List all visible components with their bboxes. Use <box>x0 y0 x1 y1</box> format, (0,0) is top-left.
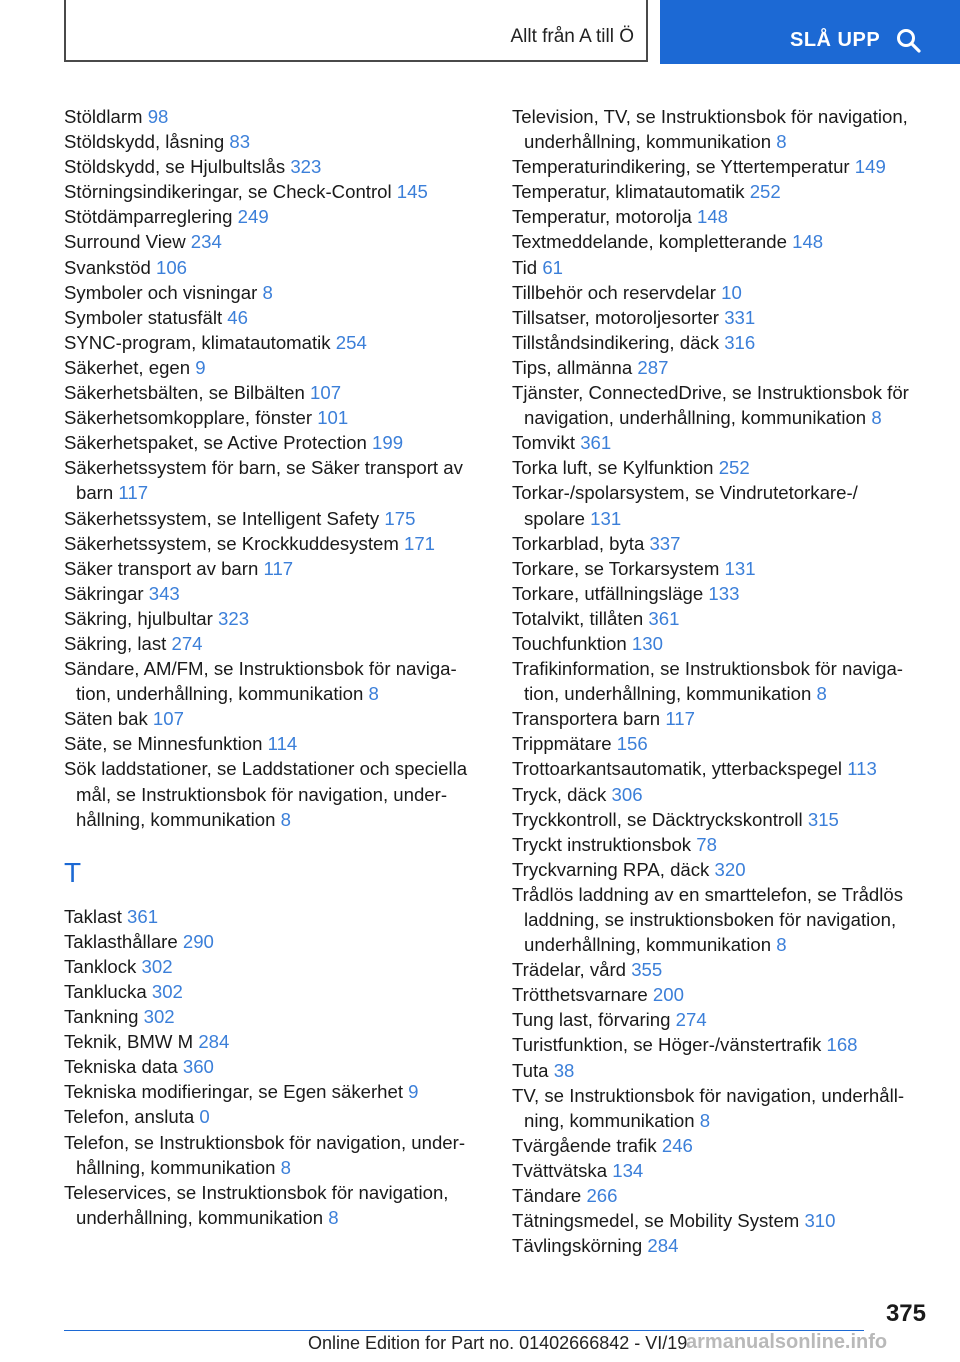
page-reference-link[interactable]: 246 <box>661 1134 693 1156</box>
index-entry-text: mål, se Instruktionsbok för navigation, under- <box>76 783 448 805</box>
index-entry <box>64 904 484 929</box>
index-entry-text: TV, se Instruktionsbok för navigation, underhåll- <box>512 1084 905 1106</box>
index-entry-text: Tillsatser, motoroljesorter <box>512 306 720 328</box>
index-entry <box>512 706 932 731</box>
index-entry <box>64 405 484 430</box>
page-reference-link[interactable]: 38 <box>553 1059 575 1081</box>
page-reference-link[interactable]: 148 <box>792 231 824 253</box>
index-entry <box>64 1104 484 1129</box>
index-entry-text: Säker transport av barn <box>64 557 259 579</box>
index-entry-text: underhållning, kommunikation <box>524 934 772 956</box>
index-entry-text: Tanklucka <box>64 981 147 1002</box>
index-entry <box>64 954 484 979</box>
page-reference-link[interactable]: 117 <box>665 708 695 730</box>
index-entry-text: laddning, se instruktionsboken för navigation, <box>524 909 897 930</box>
index-entry-text: Tid <box>512 256 538 278</box>
index-entry <box>64 455 484 505</box>
index-list-t <box>64 904 484 1230</box>
page-reference-link[interactable]: 290 <box>182 930 214 952</box>
index-entry-text: Säkerhetspaket, se Active Protection <box>64 432 367 454</box>
index-entry <box>512 480 932 530</box>
page-reference-link[interactable]: 131 <box>590 507 622 529</box>
page-reference-link[interactable]: 8 <box>776 934 787 956</box>
index-entry-text: Sändare, AM/FM, se Instruktionsbok för naviga- <box>64 658 457 680</box>
page-reference-link[interactable]: 302 <box>143 1006 175 1028</box>
watermark: armanualsonline.info <box>686 1331 888 1353</box>
index-entry <box>64 756 484 831</box>
index-entry-text: barn <box>76 482 114 504</box>
page-reference-link[interactable]: 355 <box>631 959 663 981</box>
index-entry-text: Trafikinformation, se Instruktionsbok för naviga- <box>512 658 903 680</box>
index-entry <box>512 832 932 857</box>
index-entry-text: Säkerhetsomkopplare, fönster <box>64 407 313 429</box>
page-reference-link[interactable]: 107 <box>152 708 184 730</box>
index-entry-text: Tjänster, ConnectedDrive, se Instruktionsbok för <box>512 382 909 404</box>
page-reference-link[interactable]: 284 <box>647 1235 679 1257</box>
index-entry-text: Säkerhetssystem, se Intelligent Safety <box>64 507 380 529</box>
index-entry <box>64 204 484 229</box>
page-reference-link[interactable]: 9 <box>408 1081 419 1103</box>
page-reference-link[interactable]: 148 <box>697 206 729 228</box>
index-entry <box>64 104 484 129</box>
index-entry-text: Trådlös laddning av en smarttelefon, se Trådlös <box>512 883 904 905</box>
page-reference-link[interactable]: 106 <box>156 256 188 278</box>
index-entry <box>64 430 484 455</box>
page-reference-link[interactable]: 145 <box>396 181 428 203</box>
page-reference-link[interactable]: 234 <box>190 231 222 253</box>
index-entry <box>512 255 932 280</box>
page-reference-link[interactable]: 200 <box>652 984 684 1006</box>
index-entry-text: underhållning, kommunikation <box>524 131 772 153</box>
page-reference-link[interactable]: 8 <box>368 683 379 705</box>
index-entry-text: tion, underhållning, kommunikation <box>76 683 364 705</box>
index-entry-text: Teleservices, se Instruktionsbok för navigation, <box>64 1181 449 1203</box>
index-entry-text: tion, underhållning, kommunikation <box>524 683 812 705</box>
index-entry <box>512 581 932 606</box>
index-entry <box>64 255 484 280</box>
page-reference-link[interactable]: 249 <box>237 206 269 228</box>
index-entry-text: navigation, underhållning, kommunikation <box>524 407 867 429</box>
index-entry-text: Tryckvarning RPA, däck <box>512 858 710 880</box>
index-entry-text: Tryckkontroll, se Däcktryckskontroll <box>512 808 803 830</box>
index-entry-text: Tävlingskörning <box>512 1235 643 1257</box>
index-entry <box>64 929 484 954</box>
index-entry-text: Tätningsmedel, se Mobility System <box>512 1210 800 1232</box>
page-reference-link[interactable]: 343 <box>148 582 180 604</box>
index-entry <box>64 1130 484 1180</box>
index-entry <box>64 706 484 731</box>
page-reference-link[interactable]: 8 <box>280 808 291 830</box>
index-entry <box>512 756 932 781</box>
index-entry-text: Tändare <box>512 1185 582 1207</box>
index-entry <box>512 882 932 957</box>
index-entry <box>512 1032 932 1057</box>
index-entry <box>512 355 932 380</box>
index-entry <box>64 506 484 531</box>
index-entry-text: Tryckt instruktionsbok <box>512 833 692 855</box>
index-entry-text: Säte, se Minnesfunktion <box>64 733 263 755</box>
index-entry-text: Temperatur, motorolja <box>512 206 692 228</box>
index-entry-text: Säkringar <box>64 582 144 604</box>
index-entry-text: Tung last, förvaring <box>512 1009 671 1031</box>
index-entry-text: Stötdämparreglering <box>64 206 233 228</box>
index-entry <box>64 280 484 305</box>
page-reference-link[interactable]: 114 <box>267 733 298 755</box>
index-entry-text: Taklast <box>64 905 122 927</box>
index-entry-text: ning, kommunikation <box>524 1109 695 1131</box>
index-entry-text: Tips, allmänna <box>512 356 633 378</box>
index-entry <box>64 1079 484 1104</box>
index-entry-text: Tillståndsindikering, däck <box>512 331 720 353</box>
page-reference-link[interactable]: 8 <box>871 407 882 429</box>
index-entry-text: Television, TV, se Instruktionsbok för navigation, <box>512 106 908 127</box>
index-entry-text: Tekniska modifieringar, se Egen säkerhet <box>64 1081 403 1103</box>
index-entry <box>64 154 484 179</box>
index-entry-text: Sök laddstationer, se Laddstationer och speciella <box>64 758 468 780</box>
index-entry <box>512 1083 932 1133</box>
page-reference-link[interactable]: 117 <box>263 557 294 579</box>
index-entry-text: Teknik, BMW M <box>64 1031 194 1053</box>
index-entry <box>64 1054 484 1079</box>
index-entry-text: Surround View <box>64 231 186 253</box>
page-reference-link[interactable]: 117 <box>118 482 149 504</box>
index-entry <box>512 280 932 305</box>
page-reference-link[interactable]: 254 <box>335 331 367 353</box>
index-entry <box>512 1158 932 1183</box>
footer-edition-text: Online Edition for Part no. 01402666842 - VI/19 <box>308 1333 688 1353</box>
index-entry <box>512 1208 932 1233</box>
page-reference-link[interactable]: 315 <box>807 808 839 830</box>
index-entry-text: Symboler statusfält <box>64 306 223 328</box>
page-reference-link[interactable]: 61 <box>542 256 563 278</box>
page-reference-link[interactable]: 101 <box>317 407 349 429</box>
index-entry <box>64 380 484 405</box>
index-entry <box>512 982 932 1007</box>
index-list-s <box>64 104 484 832</box>
page-reference-link[interactable]: 107 <box>310 382 342 404</box>
page-reference-link[interactable]: 130 <box>631 632 663 654</box>
index-list-t-continued <box>512 104 932 1258</box>
page-reference-link[interactable]: 133 <box>708 582 740 604</box>
index-entry-text: hållning, kommunikation <box>76 1156 276 1178</box>
page-reference-link[interactable]: 199 <box>372 432 404 454</box>
page-reference-link[interactable]: 331 <box>724 306 756 328</box>
index-entry <box>512 179 932 204</box>
index-entry <box>512 556 932 581</box>
index-entry <box>64 1180 484 1230</box>
index-entry <box>512 330 932 355</box>
index-entry <box>512 1058 932 1083</box>
section-tab-title[interactable]: Allt från A till Ö <box>510 26 634 47</box>
index-entry-text: Stöldskydd, låsning <box>64 131 225 153</box>
index-entry-text: Säkerhetsbälten, se Bilbälten <box>64 382 305 404</box>
page-reference-link[interactable]: 316 <box>724 331 756 353</box>
page-reference-link[interactable]: 323 <box>218 607 250 629</box>
index-entry-text: Stöldskydd, se Hjulbultslås <box>64 156 286 178</box>
index-entry <box>512 656 932 706</box>
page-reference-link[interactable]: 337 <box>649 532 681 554</box>
search-button[interactable] <box>660 0 960 64</box>
index-column-right <box>512 104 932 1258</box>
page-reference-link[interactable]: 360 <box>182 1056 214 1078</box>
index-entry-text: Symboler och visningar <box>64 281 258 303</box>
page-reference-link[interactable]: 361 <box>580 432 612 454</box>
index-entry <box>64 631 484 656</box>
index-entry-text: Totalvikt, tillåten <box>512 607 644 629</box>
index-entry-text: Tanklock <box>64 955 137 977</box>
index-entry-text: hållning, kommunikation <box>76 808 276 830</box>
index-entry <box>64 979 484 1004</box>
index-entry-text: Säten bak <box>64 708 148 730</box>
index-entry <box>64 355 484 380</box>
page-number: 375 <box>885 1300 926 1327</box>
index-entry <box>64 229 484 254</box>
page-reference-link[interactable]: 274 <box>675 1009 707 1031</box>
index-entry-text: Textmeddelande, kompletterande <box>512 231 787 253</box>
index-entry <box>64 731 484 756</box>
index-entry-text: Säkerhetssystem för barn, se Säker transport av <box>64 457 463 479</box>
index-entry <box>512 1133 932 1158</box>
index-entry <box>512 807 932 832</box>
index-entry-text: Temperaturindikering, se Yttertemperatur <box>512 156 850 178</box>
index-entry <box>512 731 932 756</box>
index-entry <box>64 656 484 706</box>
section-tab[interactable] <box>64 0 648 62</box>
page-reference-link[interactable]: 302 <box>141 955 173 977</box>
page-reference-link[interactable]: 83 <box>229 131 251 153</box>
index-entry <box>64 581 484 606</box>
index-entry <box>64 129 484 154</box>
index-entry <box>64 179 484 204</box>
page-reference-link[interactable]: 266 <box>586 1185 618 1207</box>
page-reference-link[interactable]: 306 <box>611 783 643 805</box>
index-entry <box>512 782 932 807</box>
index-entry-text: Torkare, se Torkarsystem <box>512 557 720 579</box>
index-entry <box>512 631 932 656</box>
index-entry-text: Torka luft, se Kylfunktion <box>512 457 714 479</box>
page-reference-link[interactable]: 361 <box>127 905 159 927</box>
index-entry <box>64 531 484 556</box>
page-reference-link[interactable]: 168 <box>826 1034 858 1056</box>
page-reference-link[interactable]: 310 <box>804 1210 836 1232</box>
index-entry <box>512 380 932 430</box>
search-icon[interactable] <box>896 28 922 54</box>
index-entry <box>512 104 932 154</box>
index-entry-text: underhållning, kommunikation <box>76 1206 324 1228</box>
page-reference-link[interactable]: 98 <box>147 106 169 127</box>
index-entry <box>512 305 932 330</box>
index-entry-text: Torkare, utfällningsläge <box>512 582 704 604</box>
index-entry <box>512 204 932 229</box>
page-reference-link[interactable]: 46 <box>227 306 248 328</box>
index-entry-text: Störningsindikeringar, se Check-Control <box>64 181 392 203</box>
search-label[interactable]: SLÅ UPP <box>790 29 881 51</box>
index-entry <box>512 1007 932 1032</box>
index-entry <box>512 531 932 556</box>
index-entry-text: Torkar-/spolarsystem, se Vindrutetorkare-/ <box>512 482 858 504</box>
page-reference-link[interactable]: 10 <box>721 281 742 303</box>
index-entry-text: Trottoarkantsautomatik, ytterbackspegel <box>512 758 843 780</box>
page-reference-link[interactable]: 8 <box>776 131 787 153</box>
page-reference-link[interactable]: 149 <box>854 156 886 178</box>
page-reference-link[interactable]: 323 <box>290 156 322 178</box>
index-entry <box>512 606 932 631</box>
index-entry-text: Tvättvätska <box>512 1159 608 1181</box>
index-entry-text: Taklasthållare <box>64 930 178 952</box>
section-letter-heading: T <box>64 856 82 888</box>
index-entry-text: Tomvikt <box>512 432 576 454</box>
index-entry-text: Torkarblad, byta <box>512 532 645 554</box>
page-reference-link[interactable]: 252 <box>718 457 750 479</box>
index-entry-text: Tekniska data <box>64 1056 178 1078</box>
page-reference-link[interactable]: 252 <box>749 181 781 203</box>
page-reference-link[interactable]: 171 <box>404 532 436 554</box>
index-entry-text: Telefon, se Instruktionsbok för navigation, under- <box>64 1131 466 1153</box>
index-entry-text: Transportera barn <box>512 708 661 730</box>
index-entry <box>512 154 932 179</box>
index-entry <box>512 1233 932 1258</box>
page-reference-link[interactable]: 134 <box>612 1159 644 1181</box>
page-reference-link[interactable]: 156 <box>616 733 648 755</box>
index-entry <box>64 305 484 330</box>
index-entry-text: Stöldlarm <box>64 106 143 127</box>
index-entry <box>512 857 932 882</box>
index-entry <box>512 430 932 455</box>
index-entry-text: Telefon, ansluta <box>64 1106 195 1128</box>
page-reference-link[interactable]: 8 <box>699 1109 711 1131</box>
index-entry-text: Säkring, last <box>64 632 167 654</box>
page-reference-link[interactable]: 78 <box>696 833 717 855</box>
index-entry-text: Tryck, däck <box>512 783 607 805</box>
page-reference-link[interactable]: 113 <box>847 758 877 780</box>
top-bar <box>0 0 960 66</box>
index-entry-text: Trippmätare <box>512 733 612 755</box>
page-reference-link[interactable]: 284 <box>198 1031 230 1053</box>
page-reference-link[interactable]: 0 <box>199 1106 210 1128</box>
index-entry-text: SYNC-program, klimatautomatik <box>64 331 331 353</box>
index-entry-text: Svankstöd <box>64 256 151 278</box>
index-entry <box>512 1183 932 1208</box>
index-entry-text: Säkring, hjulbultar <box>64 607 213 629</box>
index-entry <box>512 455 932 480</box>
index-entry <box>512 229 932 254</box>
index-entry-text: Tankning <box>64 1006 139 1028</box>
index-entry-text: Turistfunktion, se Höger-/vänstertrafik <box>512 1034 822 1056</box>
index-entry-text: Säkerhet, egen <box>64 356 191 378</box>
index-entry <box>64 330 484 355</box>
page-reference-link[interactable]: 9 <box>195 356 206 378</box>
index-entry-text: Tvärgående trafik <box>512 1134 657 1156</box>
index-entry-text: Säkerhetssystem, se Krockkuddesystem <box>64 532 399 554</box>
page-reference-link[interactable]: 302 <box>151 981 183 1002</box>
page-reference-link[interactable]: 361 <box>648 607 680 629</box>
page-reference-link[interactable]: 8 <box>328 1206 339 1228</box>
page-reference-link[interactable]: 8 <box>816 683 827 705</box>
index-entry <box>64 1029 484 1054</box>
index-entry <box>64 1004 484 1029</box>
page-reference-link[interactable]: 274 <box>171 632 203 654</box>
index-column-left <box>64 104 484 1230</box>
index-entry-text: Tuta <box>512 1059 549 1081</box>
page-reference-link[interactable]: 320 <box>714 858 746 880</box>
index-entry-text: Trädelar, vård <box>512 959 627 981</box>
page-reference-link[interactable]: 287 <box>637 356 669 378</box>
index-entry-text: spolare <box>524 507 585 529</box>
index-entry-text: Trötthetsvarnare <box>512 984 648 1006</box>
page-reference-link[interactable]: 8 <box>280 1156 291 1178</box>
index-entry-text: Touchfunktion <box>512 632 627 654</box>
index-entry-text: Tillbehör och reservdelar <box>512 281 716 303</box>
page-reference-link[interactable]: 131 <box>724 557 756 579</box>
page-reference-link[interactable]: 175 <box>384 507 416 529</box>
index-entry <box>64 556 484 581</box>
index-entry-text: Temperatur, klimatautomatik <box>512 181 745 203</box>
index-entry <box>512 957 932 982</box>
index-entry <box>64 606 484 631</box>
page-reference-link[interactable]: 8 <box>262 281 273 303</box>
